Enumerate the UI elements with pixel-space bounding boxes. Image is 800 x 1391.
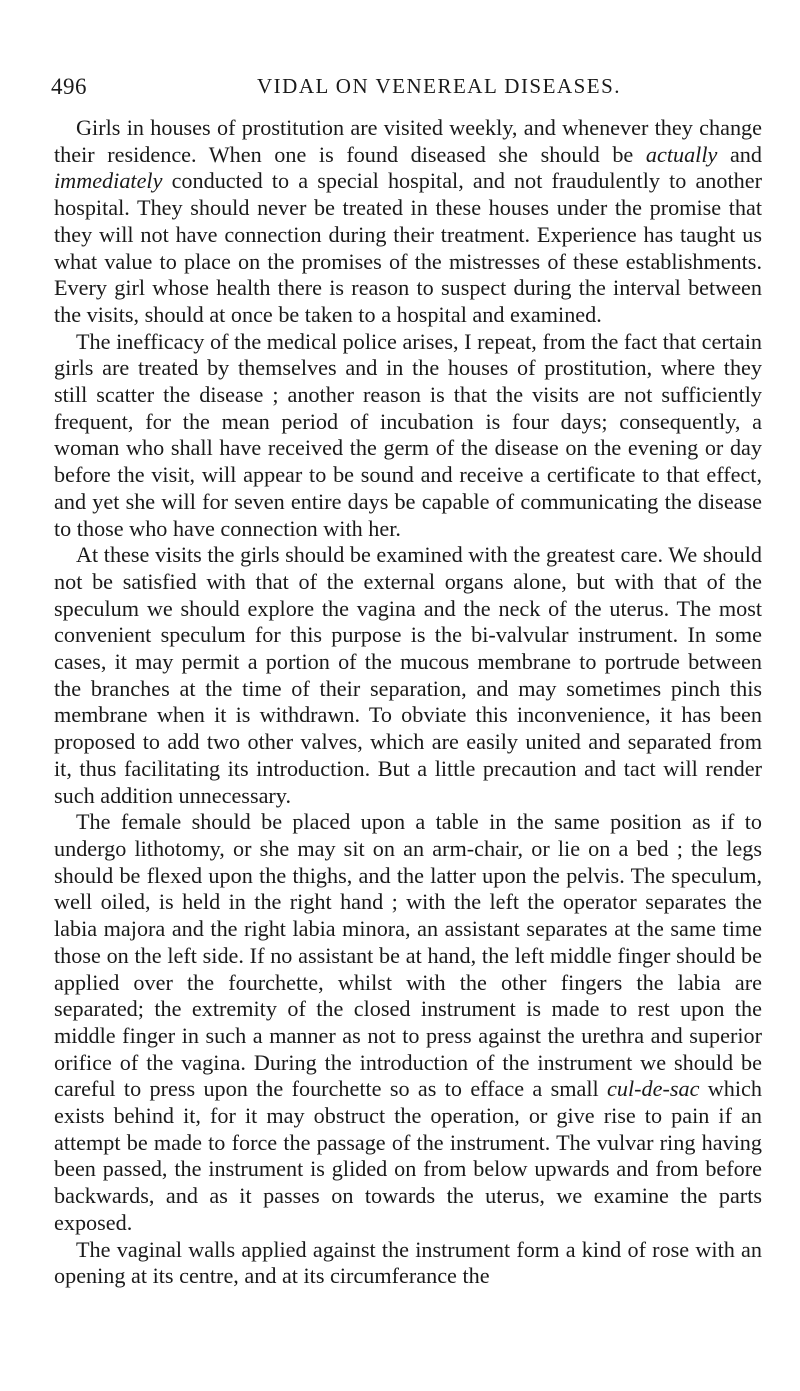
text-run: The female should be placed upon a table in the same position as if to undergo lithotomy, or she may sit on an arm-chair, or lie on a bed ; the legs should be flexed upon the thighs, and the latter upon the pelvis. The speculum, well oiled, is held in the right hand ; with the left the operator separates the labia majora and the right labia minora, an assistant separates at the same time those on the left side. If no assistant be at hand, the left middle finger should be applied over the fourchette, whilst with the other fingers the labia are separated; the extremity of the closed instrument is made to rest upon the middle finger in such a manner as not to press against the urethra and superior orifice of the vagina. During the introduction of the instrument we should be careful to press upon the fourchette so as to efface a small xyxy=(54,809,762,1102)
text-run: At these visits the girls should be examined with the greatest care. We should not be satisfied with that of the external organs alone, but with that of the speculum we should explore the vagina and the neck of the uterus. The most convenient speculum for this purpose is the bi-valvular instrument. In some cases, it may permit a portion of the mucous membrane to portrude between the branches at the time of their separation, and may sometimes pinch this membrane when it is withdrawn. To obviate this inconvenience, it has been proposed to add two other valves, which are easily united and separated from it, thus facilitating its introduction. But a little precaution and tact will render such addition unnecessary. xyxy=(54,542,762,808)
text-run: The vaginal walls applied against the instrument form a kind of rose with an opening at its centre, and at its circumferance the xyxy=(54,1236,762,1289)
text-run: conducted to a special hospital, and not fraudulently to another hospital. They should never be treated in these houses under the promise that they will not have connection during their treatment. Experience has taught us what value to place on the promises of the mistresses of these establishments. Every girl whose health there is reason to suspect during the interval between the visits, should at once be taken to a hospital and examined. xyxy=(54,168,762,327)
emphasis-cul-de-sac: cul-de-sac xyxy=(607,1076,700,1102)
paragraph-3 xyxy=(54,542,762,809)
emphasis-immediately: immediately xyxy=(54,168,163,194)
running-title: VIDAL ON VENEREAL DISEASES. xyxy=(257,74,622,98)
text-run: and xyxy=(717,141,762,167)
paragraph-2 xyxy=(54,329,762,543)
page-number: 496 xyxy=(51,74,87,99)
body-text xyxy=(54,115,762,1290)
paragraph-4 xyxy=(54,809,762,1236)
emphasis-actually: actually xyxy=(645,141,718,167)
running-head xyxy=(51,74,763,100)
paragraph-5 xyxy=(54,1237,762,1290)
paragraph-1 xyxy=(54,115,762,329)
text-run: which exists behind it, for it may obstruct the operation, or give rise to pain if an attempt be made to force the passage of the instrument. The vulvar ring having been passed, the instrument is glided on from below upwards and from before backwards, and as it passes on towards the uterus, we examine the parts exposed. xyxy=(54,1076,762,1235)
text-run: Girls in houses of prostitution are visited weekly, and whenever they change their residence. When one is found diseased she should be xyxy=(54,115,762,167)
text-run: The inefficacy of the medical police arises, I repeat, from the fact that certain girls are treated by themselves and in the houses of prostitution, where they still scatter the disease ; another reason is that the visits are not sufficiently frequent, for the mean period of incubation is four days; consequently, a woman who shall have received the germ of the disease on the evening or day before the visit, will appear to be sound and receive a certificate to that effect, and yet she will for seven entire days be capable of communicating the disease to those who have connection with her. xyxy=(54,328,762,541)
